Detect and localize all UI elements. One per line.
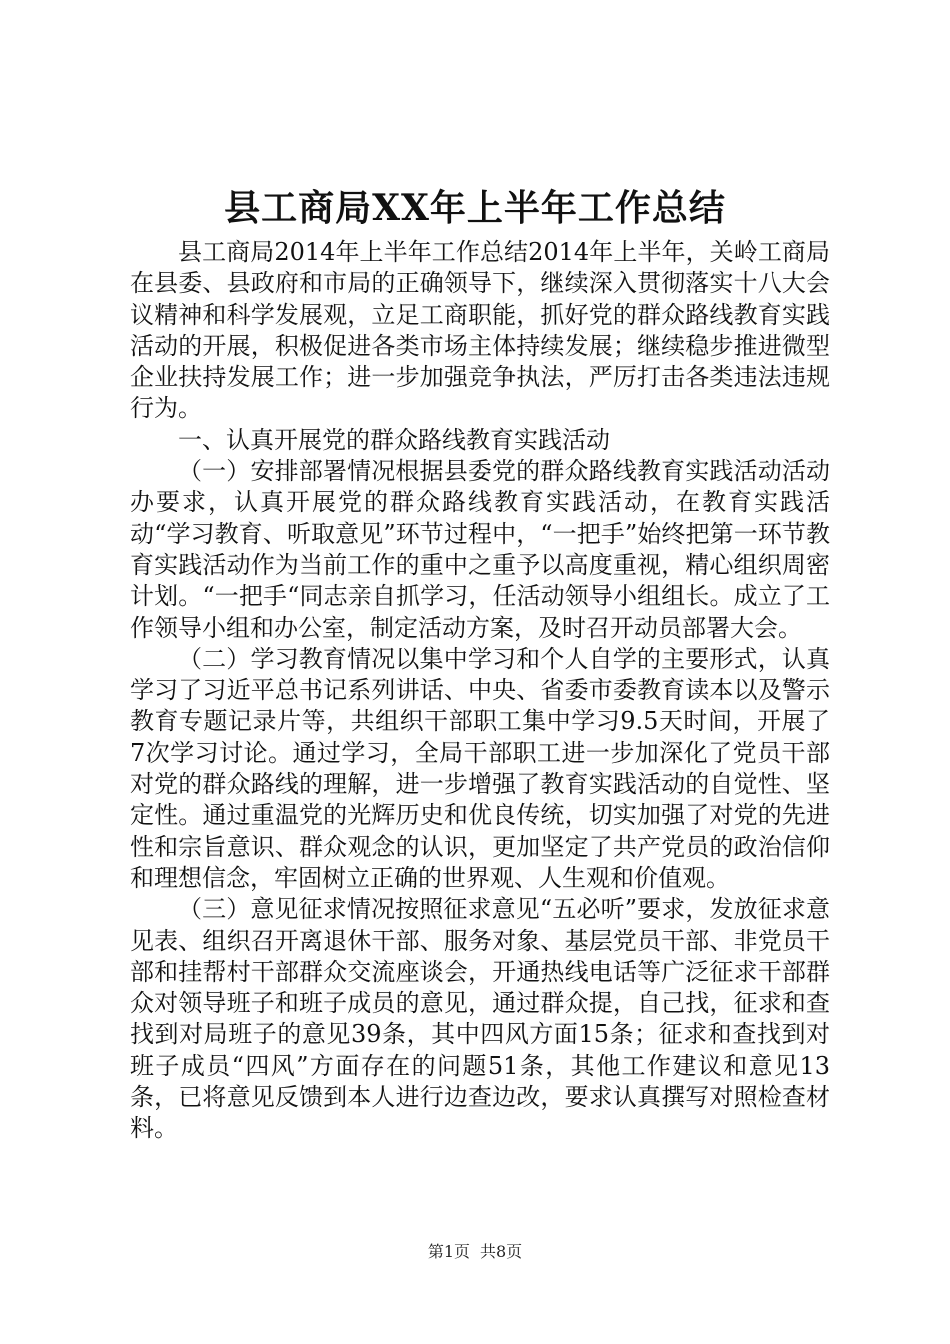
subsection-paragraph-3: （三）意见征求情况按照征求意见“五必听”要求，发放征求意见表、组织召开离退休干部、服务对象、基层党员干部、非党员干部和挂帮村干部群众交流座谈会，开通热线电话等广泛征求干部群众对领导班子和班子成员的意见，通过群众提，自己找，征求和查找到对局班子的意见39条，其中四风方面15条；征求和查找到对班子成员“四风”方面存在的问题51条，其他工作建议和意见13条，已将意见反馈到本人进行边查边改，要求认真撰写对照检查材料。	[130, 895, 830, 1143]
page-number: 第1页	[427, 1242, 470, 1261]
section-heading: 一、认真开展党的群众路线教育实践活动	[178, 425, 610, 454]
page-total: 共8页	[480, 1242, 523, 1261]
subsection-paragraph-2: （二）学习教育情况以集中学习和个人自学的主要形式，认真学习了习近平总书记系列讲话、中央、省委市委教育读本以及警示教育专题记录片等，共组织干部职工集中学习9.5天时间，开展了7次学习讨论。通过学习，全局干部职工进一步加深化了党员干部对党的群众路线的理解，进一步增强了教育实践活动的自觉性、坚定性。通过重温党的光辉历史和优良传统，切实加强了对党的先进性和宗旨意识、群众观念的认识，更加坚定了共产党员的政治信仰和理想信念，牢固树立正确的世界观、人生观和价值观。	[130, 644, 830, 892]
page-footer	[0, 1241, 950, 1263]
document-body	[130, 237, 830, 1145]
intro-paragraph: 县工商局2014年上半年工作总结2014年上半年，关岭工商局在县委、县政府和市局的正确领导下，继续深入贯彻落实十八大会议精神和科学发展观，立足工商职能，抓好党的群众路线教育实践活动的开展，积极促进各类市场主体持续发展；继续稳步推进微型企业扶持发展工作；进一步加强竞争执法，严厉打击各类违法违规行为。	[130, 238, 830, 423]
document-title: 县工商局XX年上半年工作总结	[224, 187, 726, 229]
subsection-paragraph-1: （一）安排部署情况根据县委党的群众路线教育实践活动活动办要求，认真开展党的群众路线教育实践活动，在教育实践活动“学习教育、听取意见”环节过程中，“一把手”始终把第一环节教育实践活动作为当前工作的重中之重予以高度重视，精心组织周密计划。“一把手“同志亲自抓学习，任活动领导小组组长。成立了工作领导小组和办公室，制定活动方案，及时召开动员部署大会。	[130, 457, 830, 642]
